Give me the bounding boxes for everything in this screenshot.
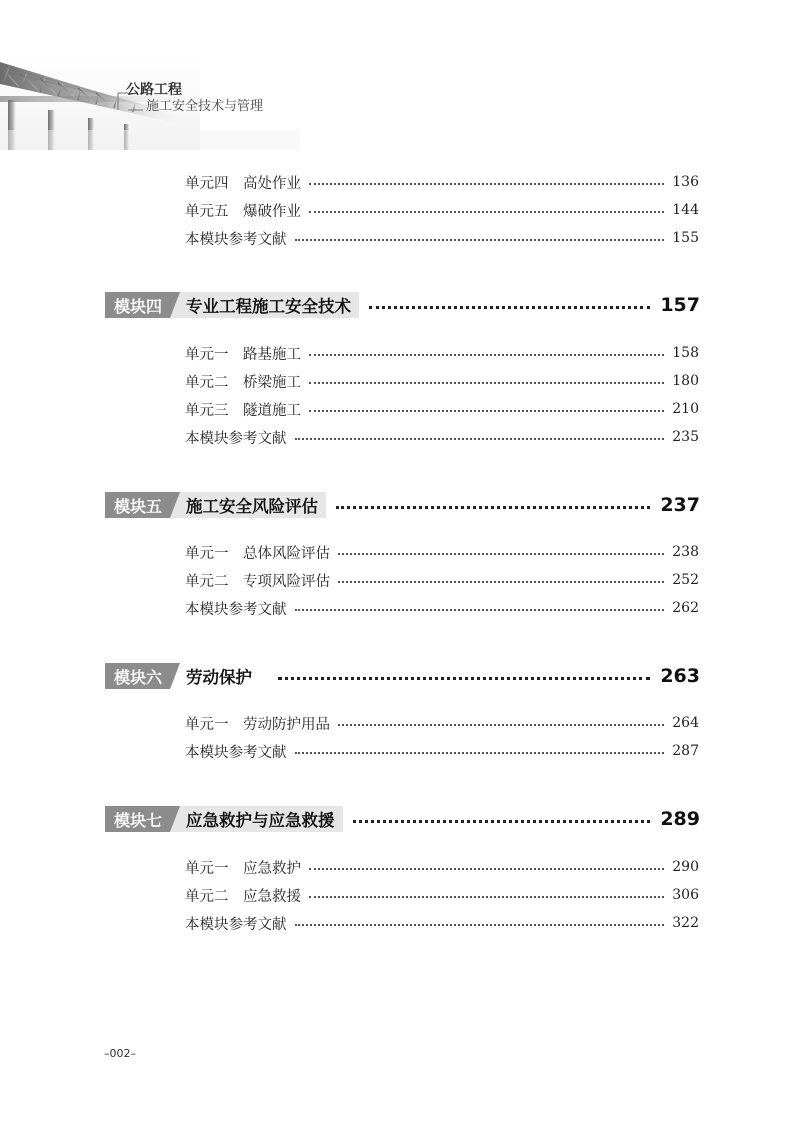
- toc-entry-page: 287: [672, 743, 699, 759]
- toc-entry-label: 本模块参考文献: [185, 231, 287, 248]
- toc-entry-label: 单元二 专项风险评估: [185, 573, 330, 590]
- toc-entry-label: 单元一 路基施工: [185, 346, 301, 363]
- toc-entry-page: 210: [672, 401, 699, 417]
- toc-entry-label: 本模块参考文献: [185, 430, 287, 447]
- bridge-illustration: [0, 0, 300, 150]
- toc-entry-page: 158: [672, 345, 699, 361]
- module-tag: 模块四: [105, 292, 170, 318]
- dot-leader: [309, 183, 664, 185]
- toc-entry[interactable]: [185, 856, 699, 878]
- toc-entry-label: 单元一 总体风险评估: [185, 545, 330, 562]
- module-page: 289: [660, 808, 700, 830]
- toc-entry[interactable]: [185, 342, 699, 364]
- dot-leader: [369, 306, 650, 309]
- module-tag: 模块五: [105, 492, 170, 518]
- module-title: 施工安全风险评估: [170, 492, 326, 518]
- toc-entry[interactable]: [185, 398, 699, 420]
- toc-entry-page: 252: [672, 572, 699, 588]
- module-tag: 模块七: [105, 806, 170, 832]
- toc-entry-label: 单元四 高处作业: [185, 175, 301, 192]
- module-page: 263: [660, 665, 700, 687]
- toc-entry-page: 144: [672, 202, 699, 218]
- toc-entry-page: 155: [672, 230, 699, 246]
- module-title: 劳动保护: [186, 668, 253, 687]
- toc-entry[interactable]: [185, 370, 699, 392]
- dot-leader: [295, 609, 665, 611]
- dot-leader: [309, 382, 664, 384]
- toc-entry[interactable]: [185, 740, 699, 762]
- toc-entry[interactable]: [185, 712, 699, 734]
- dot-leader: [338, 724, 664, 726]
- toc-entry-page: 322: [672, 915, 699, 931]
- toc-entry-label: 单元二 桥梁施工: [185, 374, 301, 391]
- toc-entry-label: 本模块参考文献: [185, 601, 287, 618]
- module-tag: 模块六: [105, 663, 170, 689]
- dot-leader: [295, 924, 665, 926]
- dot-leader: [309, 896, 664, 898]
- toc-entry-page: 306: [672, 887, 699, 903]
- toc-entry-page: 180: [672, 373, 699, 389]
- book-title: 公路工程: [126, 82, 182, 98]
- module-page: 157: [660, 294, 700, 316]
- module-heading[interactable]: [105, 661, 700, 691]
- dot-leader: [295, 438, 665, 440]
- module-title: 应急救护与应急救援: [170, 806, 343, 832]
- toc-entry-label: 单元一 应急救护: [185, 860, 301, 877]
- toc-entry-label: 单元三 隧道施工: [185, 402, 301, 419]
- toc-entry-page: 136: [672, 174, 699, 190]
- toc-entry[interactable]: [185, 541, 699, 563]
- toc-entry[interactable]: [185, 171, 699, 193]
- toc-entry[interactable]: [185, 569, 699, 591]
- toc-entry-label: 本模块参考文献: [185, 916, 287, 933]
- dot-leader: [338, 581, 664, 583]
- toc-entry-page: 264: [672, 715, 699, 731]
- toc-entry[interactable]: [185, 912, 699, 934]
- dot-leader: [353, 820, 651, 823]
- toc-entry-label: 单元一 劳动防护用品: [185, 716, 330, 733]
- module-title: 专业工程施工安全技术: [170, 292, 359, 318]
- toc-entry-page: 290: [672, 859, 699, 875]
- dot-leader: [295, 239, 665, 241]
- toc-entry-page: 238: [672, 544, 699, 560]
- page-header: [0, 0, 790, 150]
- module-heading[interactable]: [105, 290, 700, 320]
- dot-leader: [338, 553, 664, 555]
- module-page: 237: [660, 494, 700, 516]
- dot-leader: [309, 354, 664, 356]
- module-heading[interactable]: [105, 490, 700, 520]
- module-heading[interactable]: [105, 804, 700, 834]
- toc-entry[interactable]: [185, 884, 699, 906]
- book-subtitle: 施工安全技术与管理: [146, 99, 264, 114]
- toc-entry-label: 单元五 爆破作业: [185, 203, 301, 220]
- toc-entry-label: 单元二 应急救援: [185, 888, 301, 905]
- toc-entry[interactable]: [185, 597, 699, 619]
- dot-leader: [278, 677, 650, 680]
- dot-leader: [309, 868, 664, 870]
- dot-leader: [309, 410, 664, 412]
- toc-entry[interactable]: [185, 227, 699, 249]
- toc-entry[interactable]: [185, 426, 699, 448]
- toc-entry[interactable]: [185, 199, 699, 221]
- toc-entry-label: 本模块参考文献: [185, 744, 287, 761]
- page-number: –002–: [104, 1047, 136, 1060]
- toc-entry-page: 262: [672, 600, 699, 616]
- dot-leader: [336, 506, 650, 509]
- toc-entry-page: 235: [672, 429, 699, 445]
- dot-leader: [309, 211, 664, 213]
- dot-leader: [295, 752, 665, 754]
